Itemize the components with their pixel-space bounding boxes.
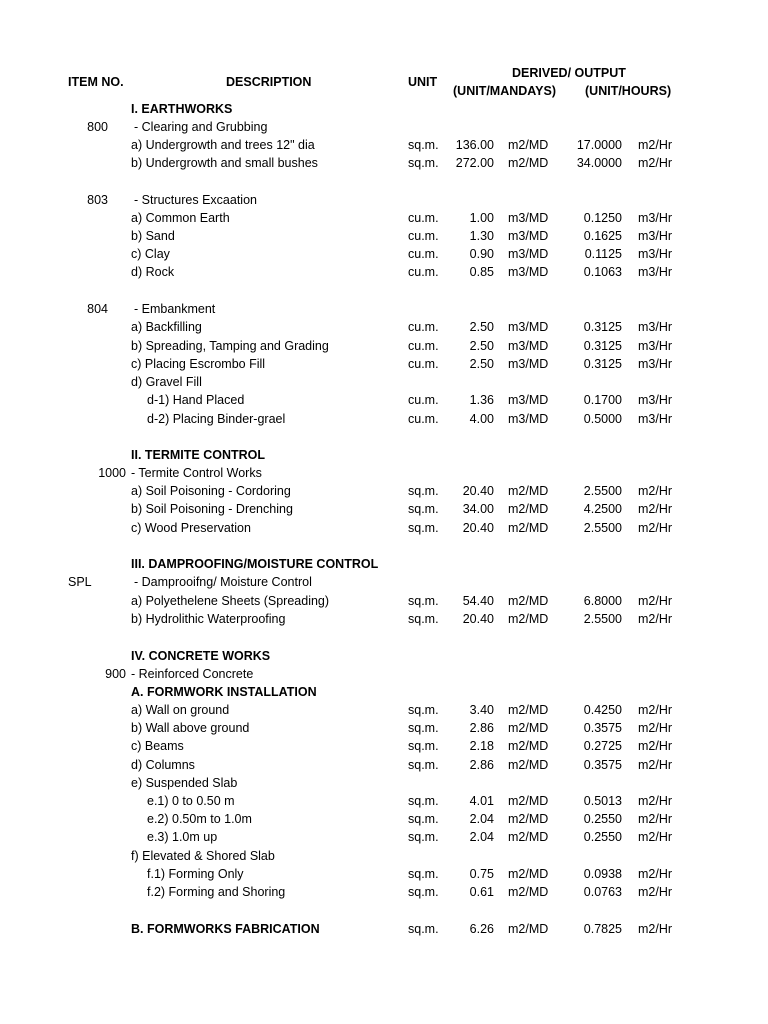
item-no: 804 bbox=[87, 302, 108, 316]
description: b) Soil Poisoning - Drenching bbox=[131, 502, 293, 516]
description: - Embankment bbox=[134, 302, 216, 316]
output-mandays-unit: m2/MD bbox=[508, 138, 549, 152]
output-hours: 0.1700 bbox=[583, 393, 622, 407]
output-mandays-unit: m2/MD bbox=[508, 612, 549, 626]
output-mandays-unit: m2/MD bbox=[508, 739, 549, 753]
table-row bbox=[0, 521, 768, 539]
output-hours-unit: m2/Hr bbox=[638, 794, 673, 808]
output-hours-unit: m3/Hr bbox=[638, 393, 673, 407]
output-hours-unit: m3/Hr bbox=[638, 211, 673, 225]
item-no: 1000 bbox=[98, 466, 126, 480]
output-mandays: 0.85 bbox=[469, 265, 494, 279]
output-hours-unit: m3/Hr bbox=[638, 412, 673, 426]
output-mandays: 0.90 bbox=[469, 247, 494, 261]
unit: cu.m. bbox=[408, 393, 439, 407]
table-row bbox=[0, 575, 768, 593]
output-mandays-unit: m2/MD bbox=[508, 502, 549, 516]
output-hours-unit: m2/Hr bbox=[638, 922, 673, 936]
output-mandays: 1.36 bbox=[469, 393, 494, 407]
output-mandays: 2.50 bbox=[469, 339, 494, 353]
description: d-1) Hand Placed bbox=[147, 393, 245, 407]
table-row bbox=[0, 412, 768, 430]
output-mandays: 2.86 bbox=[469, 758, 494, 772]
unit: sq.m. bbox=[408, 830, 439, 844]
unit: cu.m. bbox=[408, 339, 439, 353]
output-mandays: 4.01 bbox=[469, 794, 494, 808]
table-row bbox=[0, 265, 768, 283]
description: b) Wall above ground bbox=[131, 721, 250, 735]
description: c) Beams bbox=[131, 739, 184, 753]
output-mandays: 2.50 bbox=[469, 357, 494, 371]
table-row bbox=[0, 102, 768, 120]
table-row bbox=[0, 885, 768, 903]
unit: sq.m. bbox=[408, 721, 439, 735]
item-no: 800 bbox=[87, 120, 108, 134]
description: c) Wood Preservation bbox=[131, 521, 251, 535]
output-hours: 0.1063 bbox=[583, 265, 622, 279]
output-hours-unit: m2/Hr bbox=[638, 521, 673, 535]
output-hours-unit: m2/Hr bbox=[638, 758, 673, 772]
output-hours: 0.0938 bbox=[583, 867, 622, 881]
output-hours: 34.0000 bbox=[576, 156, 622, 170]
description: e.2) 0.50m to 1.0m bbox=[147, 812, 252, 826]
output-hours-unit: m2/Hr bbox=[638, 594, 673, 608]
unit: sq.m. bbox=[408, 502, 439, 516]
description: III. DAMPROOFING/MOISTURE CONTROL bbox=[131, 557, 379, 571]
table-row bbox=[0, 721, 768, 739]
table-row bbox=[0, 649, 768, 667]
description: c) Clay bbox=[131, 247, 170, 261]
output-hours: 0.1250 bbox=[583, 211, 622, 225]
table-row bbox=[0, 466, 768, 484]
header-unit-hours: (UNIT/HOURS) bbox=[585, 84, 672, 98]
output-mandays: 20.40 bbox=[462, 521, 494, 535]
table-row bbox=[0, 557, 768, 575]
output-hours-unit: m2/Hr bbox=[638, 721, 673, 735]
unit: cu.m. bbox=[408, 211, 439, 225]
unit: sq.m. bbox=[408, 739, 439, 753]
output-hours: 0.1625 bbox=[583, 229, 622, 243]
output-hours: 0.0763 bbox=[583, 885, 622, 899]
table-row bbox=[0, 229, 768, 247]
unit: sq.m. bbox=[408, 521, 439, 535]
output-hours-unit: m3/Hr bbox=[638, 229, 673, 243]
item-no: 900 bbox=[105, 667, 126, 681]
header-item-no: ITEM NO. bbox=[68, 75, 124, 89]
output-mandays: 4.00 bbox=[469, 412, 494, 426]
table-row bbox=[0, 484, 768, 502]
unit: sq.m. bbox=[408, 594, 439, 608]
output-hours: 0.3125 bbox=[583, 320, 622, 334]
output-mandays: 1.30 bbox=[469, 229, 494, 243]
output-mandays: 1.00 bbox=[469, 211, 494, 225]
output-mandays: 20.40 bbox=[462, 612, 494, 626]
output-hours: 0.7825 bbox=[583, 922, 622, 936]
description: b) Undergrowth and small bushes bbox=[131, 156, 318, 170]
output-hours: 0.1125 bbox=[584, 247, 622, 261]
table-row bbox=[0, 667, 768, 685]
table-row bbox=[0, 138, 768, 156]
unit: cu.m. bbox=[408, 357, 439, 371]
output-mandays: 6.26 bbox=[469, 922, 494, 936]
output-hours-unit: m2/Hr bbox=[638, 739, 673, 753]
output-hours: 0.3575 bbox=[583, 758, 622, 772]
table-row bbox=[0, 448, 768, 466]
unit: cu.m. bbox=[408, 229, 439, 243]
table-row bbox=[0, 120, 768, 138]
description: d) Rock bbox=[131, 265, 175, 279]
output-mandays: 2.50 bbox=[469, 320, 494, 334]
output-mandays-unit: m3/MD bbox=[508, 211, 549, 225]
header-description: DESCRIPTION bbox=[226, 75, 312, 89]
description: f) Elevated & Shored Slab bbox=[131, 849, 275, 863]
output-mandays-unit: m2/MD bbox=[508, 703, 549, 717]
description: a) Wall on ground bbox=[131, 703, 230, 717]
output-hours-unit: m2/Hr bbox=[638, 502, 673, 516]
output-mandays: 20.40 bbox=[462, 484, 494, 498]
unit: sq.m. bbox=[408, 885, 439, 899]
table-row bbox=[0, 357, 768, 375]
table-row bbox=[0, 156, 768, 174]
output-hours-unit: m3/Hr bbox=[638, 265, 673, 279]
description: f.2) Forming and Shoring bbox=[147, 885, 286, 899]
description: I. EARTHWORKS bbox=[131, 102, 233, 116]
output-hours: 17.0000 bbox=[576, 138, 622, 152]
table-row bbox=[0, 594, 768, 612]
table-row bbox=[0, 302, 768, 320]
output-hours-unit: m2/Hr bbox=[638, 812, 673, 826]
unit: cu.m. bbox=[408, 320, 439, 334]
output-hours: 0.4250 bbox=[583, 703, 622, 717]
output-mandays: 2.86 bbox=[469, 721, 494, 735]
unit: cu.m. bbox=[408, 265, 439, 279]
output-mandays-unit: m2/MD bbox=[508, 484, 549, 498]
output-mandays: 0.75 bbox=[469, 867, 494, 881]
output-hours: 0.5013 bbox=[583, 794, 622, 808]
output-hours: 6.8000 bbox=[583, 594, 622, 608]
output-hours: 0.2550 bbox=[583, 830, 622, 844]
description: e.3) 1.0m up bbox=[147, 830, 218, 844]
item-no: SPL bbox=[68, 575, 92, 589]
table-row bbox=[0, 247, 768, 265]
table-row bbox=[0, 502, 768, 520]
description: - Clearing and Grubbing bbox=[134, 120, 268, 134]
description: b) Spreading, Tamping and Grading bbox=[131, 339, 329, 353]
output-mandays-unit: m3/MD bbox=[508, 339, 549, 353]
output-hours: 0.3125 bbox=[583, 339, 622, 353]
output-hours: 0.5000 bbox=[583, 412, 622, 426]
unit: cu.m. bbox=[408, 247, 439, 261]
output-hours-unit: m2/Hr bbox=[638, 885, 673, 899]
description: - Termite Control Works bbox=[131, 466, 262, 480]
unit: sq.m. bbox=[408, 794, 439, 808]
description: - Structures Excaation bbox=[134, 193, 257, 207]
unit: sq.m. bbox=[408, 612, 439, 626]
output-mandays-unit: m2/MD bbox=[508, 521, 549, 535]
output-mandays: 272.00 bbox=[455, 156, 494, 170]
table-row bbox=[0, 375, 768, 393]
output-mandays-unit: m2/MD bbox=[508, 758, 549, 772]
output-hours: 0.2725 bbox=[583, 739, 622, 753]
description: b) Hydrolithic Waterproofing bbox=[131, 612, 286, 626]
unit: cu.m. bbox=[408, 412, 439, 426]
output-mandays: 2.18 bbox=[469, 739, 494, 753]
output-hours-unit: m3/Hr bbox=[638, 320, 673, 334]
output-mandays-unit: m3/MD bbox=[508, 247, 549, 261]
output-hours: 4.2500 bbox=[583, 502, 622, 516]
description: II. TERMITE CONTROL bbox=[131, 448, 266, 462]
output-hours-unit: m3/Hr bbox=[638, 247, 673, 261]
table-row bbox=[0, 339, 768, 357]
description: - Reinforced Concrete bbox=[131, 667, 254, 681]
output-mandays-unit: m3/MD bbox=[508, 229, 549, 243]
table-row bbox=[0, 612, 768, 630]
output-mandays-unit: m2/MD bbox=[508, 830, 549, 844]
description: IV. CONCRETE WORKS bbox=[131, 649, 271, 663]
header-unit: UNIT bbox=[408, 75, 438, 89]
description: a) Common Earth bbox=[131, 211, 230, 225]
output-hours-unit: m2/Hr bbox=[638, 138, 673, 152]
output-mandays-unit: m3/MD bbox=[508, 393, 549, 407]
output-hours-unit: m2/Hr bbox=[638, 830, 673, 844]
output-mandays: 54.40 bbox=[462, 594, 494, 608]
output-mandays: 34.00 bbox=[462, 502, 494, 516]
description: - Damprooifng/ Moisture Control bbox=[134, 575, 312, 589]
output-hours: 2.5500 bbox=[583, 484, 622, 498]
table-row bbox=[0, 211, 768, 229]
output-hours-unit: m2/Hr bbox=[638, 703, 673, 717]
description: d) Gravel Fill bbox=[131, 375, 202, 389]
description: d) Columns bbox=[131, 758, 195, 772]
table-row bbox=[0, 794, 768, 812]
output-hours: 0.3125 bbox=[583, 357, 622, 371]
output-mandays-unit: m2/MD bbox=[508, 867, 549, 881]
table-row bbox=[0, 830, 768, 848]
description: a) Polyethelene Sheets (Spreading) bbox=[131, 594, 330, 608]
output-hours: 2.5500 bbox=[583, 612, 622, 626]
item-no: 803 bbox=[87, 193, 108, 207]
table-row bbox=[0, 867, 768, 885]
output-mandays-unit: m2/MD bbox=[508, 812, 549, 826]
table-row bbox=[0, 393, 768, 411]
output-hours-unit: m2/Hr bbox=[638, 612, 673, 626]
output-mandays-unit: m2/MD bbox=[508, 594, 549, 608]
table-row bbox=[0, 758, 768, 776]
description: e) Suspended Slab bbox=[131, 776, 238, 790]
table-row bbox=[0, 812, 768, 830]
description: c) Placing Escrombo Fill bbox=[131, 357, 266, 371]
output-hours: 0.2550 bbox=[583, 812, 622, 826]
table-row bbox=[0, 685, 768, 703]
table-row bbox=[0, 776, 768, 794]
table-row bbox=[0, 739, 768, 757]
unit: sq.m. bbox=[408, 156, 439, 170]
description: a) Soil Poisoning - Cordoring bbox=[131, 484, 291, 498]
description: d-2) Placing Binder-grael bbox=[147, 412, 286, 426]
output-hours-unit: m3/Hr bbox=[638, 339, 673, 353]
unit: sq.m. bbox=[408, 867, 439, 881]
header-derived-output: DERIVED/ OUTPUT bbox=[512, 66, 626, 80]
unit: sq.m. bbox=[408, 758, 439, 772]
output-hours-unit: m2/Hr bbox=[638, 156, 673, 170]
output-mandays-unit: m2/MD bbox=[508, 922, 549, 936]
output-mandays: 3.40 bbox=[469, 703, 494, 717]
description: e.1) 0 to 0.50 m bbox=[147, 794, 235, 808]
description: A. FORMWORK INSTALLATION bbox=[131, 685, 317, 699]
output-mandays-unit: m2/MD bbox=[508, 885, 549, 899]
output-mandays: 2.04 bbox=[469, 812, 494, 826]
output-hours: 0.3575 bbox=[583, 721, 622, 735]
output-hours-unit: m2/Hr bbox=[638, 867, 673, 881]
output-mandays-unit: m3/MD bbox=[508, 412, 549, 426]
output-mandays: 0.61 bbox=[469, 885, 494, 899]
output-mandays-unit: m2/MD bbox=[508, 794, 549, 808]
output-hours: 2.5500 bbox=[583, 521, 622, 535]
table-row bbox=[0, 849, 768, 867]
header-unit-mandays: (UNIT/MANDAYS) bbox=[453, 84, 557, 98]
table-row bbox=[0, 320, 768, 338]
description: B. FORMWORKS FABRICATION bbox=[131, 922, 320, 936]
description: f.1) Forming Only bbox=[147, 867, 244, 881]
output-mandays: 136.00 bbox=[455, 138, 494, 152]
unit: sq.m. bbox=[408, 703, 439, 717]
unit: sq.m. bbox=[408, 484, 439, 498]
output-mandays-unit: m3/MD bbox=[508, 357, 549, 371]
unit: sq.m. bbox=[408, 922, 439, 936]
description: a) Undergrowth and trees 12" dia bbox=[131, 138, 315, 152]
table-row bbox=[0, 922, 768, 940]
output-mandays-unit: m2/MD bbox=[508, 721, 549, 735]
output-mandays: 2.04 bbox=[469, 830, 494, 844]
unit: sq.m. bbox=[408, 138, 439, 152]
output-mandays-unit: m3/MD bbox=[508, 265, 549, 279]
output-hours-unit: m3/Hr bbox=[638, 357, 673, 371]
table-row bbox=[0, 703, 768, 721]
output-hours-unit: m2/Hr bbox=[638, 484, 673, 498]
table-row bbox=[0, 193, 768, 211]
output-mandays-unit: m3/MD bbox=[508, 320, 549, 334]
output-mandays-unit: m2/MD bbox=[508, 156, 549, 170]
description: b) Sand bbox=[131, 229, 175, 243]
unit: sq.m. bbox=[408, 812, 439, 826]
description: a) Backfilling bbox=[131, 320, 202, 334]
